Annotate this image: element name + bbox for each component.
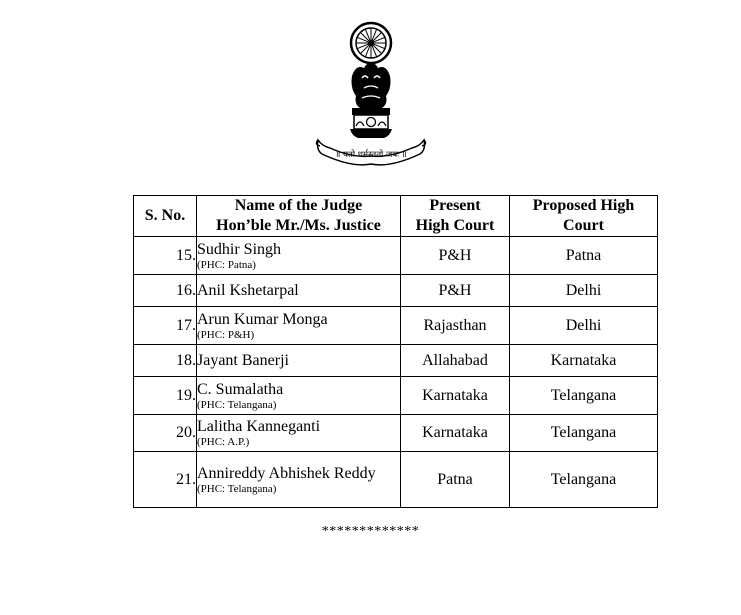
proposed-high-court: Karnataka	[510, 345, 658, 377]
present-high-court: P&H	[401, 275, 510, 307]
row-judge-cell	[197, 275, 401, 307]
judge-name: Arun Kumar Monga	[197, 310, 328, 328]
judge-name: Jayant Banerji	[197, 352, 289, 369]
table-row	[134, 452, 658, 508]
parent-high-court: (PHC: P&H)	[197, 328, 255, 341]
table-row	[134, 377, 658, 415]
table-row	[134, 345, 658, 377]
table-row	[134, 237, 658, 275]
header-present-court	[401, 196, 510, 237]
end-separator: *************	[321, 524, 420, 539]
header-present-line2: High Court	[415, 217, 495, 234]
judge-name: Sudhir Singh	[197, 240, 282, 258]
parent-high-court: (PHC: Telangana)	[197, 398, 277, 411]
row-sno: 19.	[134, 377, 197, 415]
row-judge-cell	[197, 237, 401, 275]
judge-transfer-table	[133, 195, 658, 508]
proposed-high-court: Telangana	[510, 452, 658, 508]
dharma-chakra-icon	[351, 23, 391, 63]
row-sno: 17.	[134, 307, 197, 345]
proposed-high-court: Delhi	[510, 307, 658, 345]
row-judge-cell	[197, 415, 401, 452]
header-name	[197, 196, 401, 237]
row-sno: 16.	[134, 275, 197, 307]
parent-high-court: (PHC: Telangana)	[197, 482, 277, 495]
proposed-high-court: Telangana	[510, 415, 658, 452]
table-row	[134, 415, 658, 452]
proposed-high-court: Delhi	[510, 275, 658, 307]
row-sno: 20.	[134, 415, 197, 452]
table-row	[134, 275, 658, 307]
present-high-court: Karnataka	[401, 377, 510, 415]
motto-scroll-icon	[316, 140, 425, 165]
parent-high-court: (PHC: A.P.)	[197, 436, 250, 448]
table-row	[134, 307, 658, 345]
proposed-high-court: Patna	[510, 237, 658, 275]
header-name-line1: Name of the Judge	[234, 197, 363, 214]
header-proposed-court	[510, 196, 658, 237]
row-sno: 21.	[134, 452, 197, 508]
table-header-row	[134, 196, 658, 237]
lion-capital-icon	[350, 64, 392, 139]
present-high-court: Allahabad	[401, 345, 510, 377]
present-high-court: P&H	[401, 237, 510, 275]
proposed-high-court: Telangana	[510, 377, 658, 415]
supreme-court-emblem-icon	[312, 18, 430, 168]
present-high-court: Karnataka	[401, 415, 510, 452]
header-proposed-line1: Proposed High	[532, 197, 635, 214]
judge-name: Anil Kshetarpal	[197, 282, 299, 299]
row-judge-cell	[197, 452, 401, 508]
row-judge-cell	[197, 307, 401, 345]
judge-name: Annireddy Abhishek Reddy	[197, 464, 376, 482]
header-sno: S. No.	[134, 196, 197, 237]
svg-text:॥ यतो धर्मस्ततो जयः ॥: ॥ यतो धर्मस्ततो जयः ॥	[335, 150, 407, 160]
judge-name: C. Sumalatha	[197, 380, 284, 398]
header-proposed-line2: Court	[563, 217, 604, 234]
row-judge-cell	[197, 377, 401, 415]
header-present-line1: Present	[429, 197, 481, 214]
judge-name: Lalitha Kanneganti	[197, 418, 321, 435]
parent-high-court: (PHC: Patna)	[197, 258, 256, 271]
present-high-court: Rajasthan	[401, 307, 510, 345]
present-high-court: Patna	[401, 452, 510, 508]
header-name-line2: Hon’ble Mr./Ms. Justice	[216, 217, 381, 234]
row-judge-cell	[197, 345, 401, 377]
row-sno: 15.	[134, 237, 197, 275]
row-sno: 18.	[134, 345, 197, 377]
